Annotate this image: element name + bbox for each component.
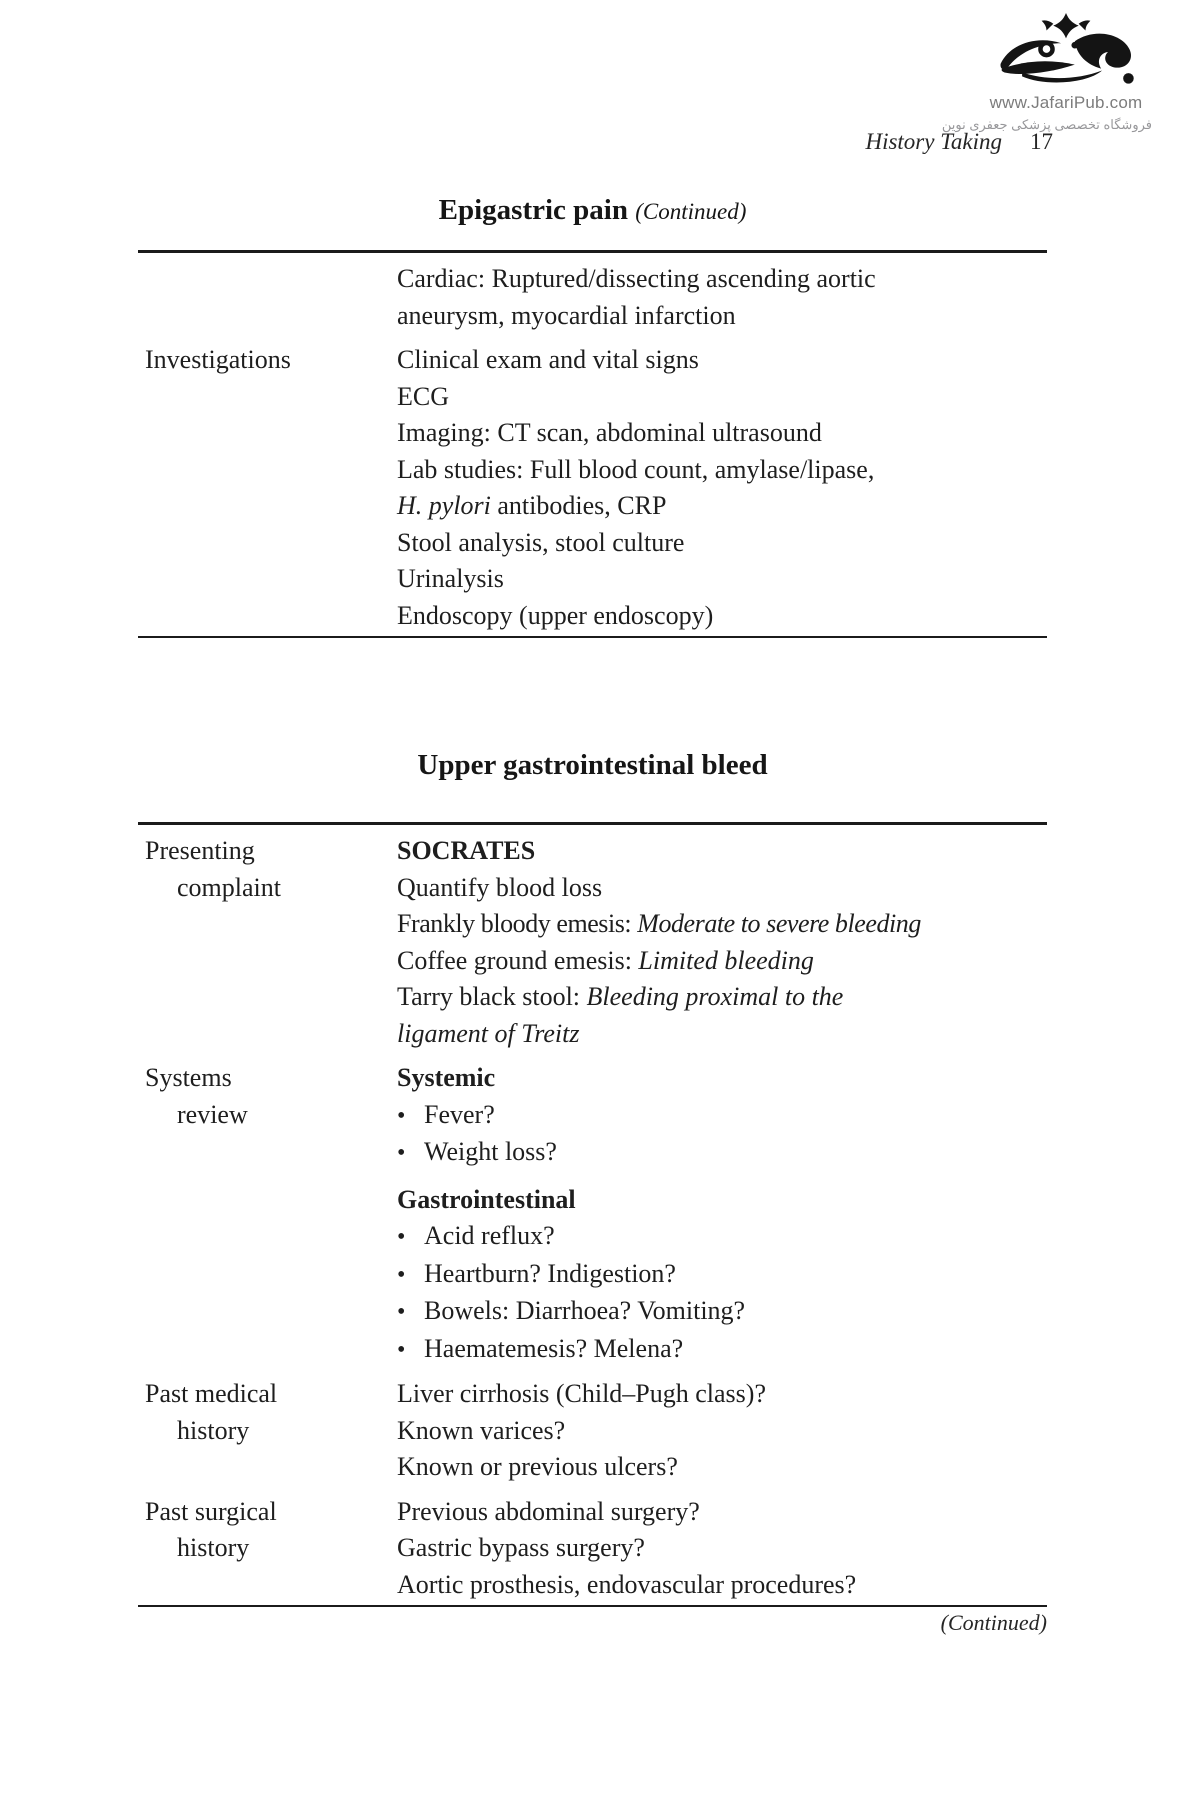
row-label-line: complaint: [177, 872, 281, 902]
row-line: [397, 1256, 1047, 1294]
text-segment: Frankly bloody emesis:: [397, 909, 638, 938]
text-segment: Imaging: CT scan, abdominal ultrasound: [397, 418, 822, 447]
row-label: [138, 1494, 397, 1604]
text-segment: Cardiac: Ruptured/dissecting ascending aortic: [397, 264, 876, 293]
text-segment: Known or previous ulcers?: [397, 1452, 678, 1481]
text-segment: Coffee ground emesis:: [397, 945, 639, 975]
text-segment: Known varices?: [397, 1415, 566, 1445]
row-label: [138, 1060, 397, 1368]
footer-continued: (Continued): [940, 1610, 1047, 1635]
text-segment: Stool analysis, stool culture: [397, 527, 685, 557]
text-segment: aneurysm, myocardial infarction: [397, 300, 736, 330]
row-line: [397, 833, 1047, 870]
text-segment: Limited bleeding: [638, 945, 814, 975]
text-segment: Systemic: [397, 1063, 496, 1092]
text-segment: Quantify blood loss: [397, 872, 603, 902]
text-segment: Weight loss?: [424, 1137, 557, 1166]
row-line: [397, 452, 1047, 489]
section-title-continued: (Continued): [635, 199, 747, 224]
row-line: [397, 870, 1047, 907]
text-segment: Tarry black stool:: [397, 982, 587, 1011]
row-label-line: Past surgical: [145, 1496, 277, 1526]
row-label-line: history: [177, 1533, 250, 1562]
row-label-line: Investigations: [145, 345, 291, 374]
row-line: [397, 979, 1047, 1016]
table-row: [138, 833, 1047, 1052]
row-label-line: Presenting: [145, 836, 255, 865]
row-line: [397, 298, 1047, 335]
row-content: [397, 1060, 1047, 1368]
text-segment: SOCRATES: [397, 836, 536, 865]
row-line: [397, 1134, 1047, 1172]
publisher-url: www.JafariPub.com: [989, 93, 1143, 112]
row-line: [397, 1060, 1047, 1097]
publisher-logo-icon: [992, 12, 1140, 92]
bullet-icon: •: [397, 1140, 406, 1166]
bullet-icon: •: [397, 1299, 406, 1325]
row-line: [397, 906, 1047, 943]
row-label: [138, 261, 397, 334]
running-head: [0, 129, 1053, 155]
row-label-line: Past medical: [145, 1379, 278, 1408]
text-segment: Aortic prosthesis, endovascular procedures?: [397, 1569, 857, 1599]
row-line: [397, 379, 1047, 416]
row-line: [397, 1530, 1047, 1567]
text-segment: Bleeding proximal to the: [586, 982, 844, 1011]
row-line: [397, 488, 1047, 525]
section-title-upper-gi-bleed: [138, 749, 1047, 782]
section-title-text: Upper gastrointestinal bleed: [417, 749, 768, 781]
text-segment: Acid reflux?: [424, 1221, 555, 1250]
text-segment: Endoscopy (upper endoscopy): [397, 600, 714, 630]
row-label-line: review: [177, 1099, 248, 1129]
text-segment: Urinalysis: [397, 564, 504, 593]
row-line: [397, 1218, 1047, 1256]
row-label: [138, 1376, 397, 1486]
row-line: [397, 1016, 1047, 1053]
row-line: [397, 1567, 1047, 1604]
row-line: [397, 1376, 1047, 1413]
row-label-line: history: [177, 1415, 250, 1445]
publisher-tagline-farsi: فروشگاه تخصصی پزشکی جعفری نوین: [941, 117, 1152, 132]
publisher-brand: [941, 12, 1152, 133]
text-segment: Liver cirrhosis (Child–Pugh class)?: [397, 1379, 766, 1408]
text-segment: ECG: [397, 381, 449, 411]
bullet-icon: •: [397, 1336, 406, 1363]
row-line: [397, 1449, 1047, 1486]
table-epigastric-pain: [138, 250, 1047, 638]
row-content: [397, 1376, 1047, 1486]
row-line: [397, 525, 1047, 562]
table-upper-gi-bleed: [138, 822, 1047, 1607]
section-title-epigastric-pain: [138, 194, 1047, 227]
row-line: [397, 415, 1047, 452]
text-segment: Bowels: Diarrhoea? Vomiting?: [424, 1296, 746, 1325]
row-line: [397, 1494, 1047, 1531]
row-line: [397, 1413, 1047, 1450]
row-content: [397, 261, 1047, 334]
row-content: [397, 342, 1047, 634]
row-label: [138, 833, 397, 1052]
table-row: [138, 342, 1047, 634]
running-head-title: History Taking: [865, 129, 1002, 154]
row-line: [397, 1331, 1047, 1369]
row-line: [397, 342, 1047, 379]
text-segment: ligament of Treitz: [397, 1018, 580, 1048]
bullet-icon: •: [397, 1102, 406, 1129]
text-segment: Heartburn? Indigestion?: [424, 1258, 676, 1288]
section-title-text: Epigastric pain: [438, 194, 628, 226]
row-content: [397, 1494, 1047, 1604]
text-segment: Gastric bypass surgery?: [397, 1533, 645, 1562]
row-line: [397, 943, 1047, 980]
table-row: [138, 1494, 1047, 1604]
table-row: [138, 1376, 1047, 1486]
text-segment: Lab studies: Full blood count, amylase/lipase,: [397, 454, 875, 484]
text-segment: Clinical exam and vital signs: [397, 345, 699, 374]
bullet-icon: •: [397, 1224, 406, 1250]
text-segment: Gastrointestinal: [397, 1184, 576, 1214]
table-row: [138, 1060, 1047, 1368]
row-line: [397, 1182, 1047, 1219]
row-line: [397, 598, 1047, 635]
page-number: 17: [1030, 129, 1053, 154]
text-segment: antibodies, CRP: [490, 491, 667, 520]
text-segment: H. pylori: [397, 491, 491, 520]
table-row: [138, 261, 1047, 334]
text-segment: Moderate to severe bleeding: [637, 909, 921, 938]
row-content: [397, 833, 1047, 1052]
text-segment: Haematemesis? Melena?: [424, 1333, 684, 1363]
row-line: [397, 261, 1047, 298]
row-label-line: Systems: [145, 1063, 232, 1092]
row-line: [397, 1097, 1047, 1135]
text-segment: Fever?: [424, 1099, 495, 1129]
row-label: [138, 342, 397, 634]
text-segment: Previous abdominal surgery?: [397, 1496, 700, 1526]
bullet-icon: •: [397, 1261, 406, 1288]
row-line: [397, 1293, 1047, 1331]
row-line: [397, 561, 1047, 598]
